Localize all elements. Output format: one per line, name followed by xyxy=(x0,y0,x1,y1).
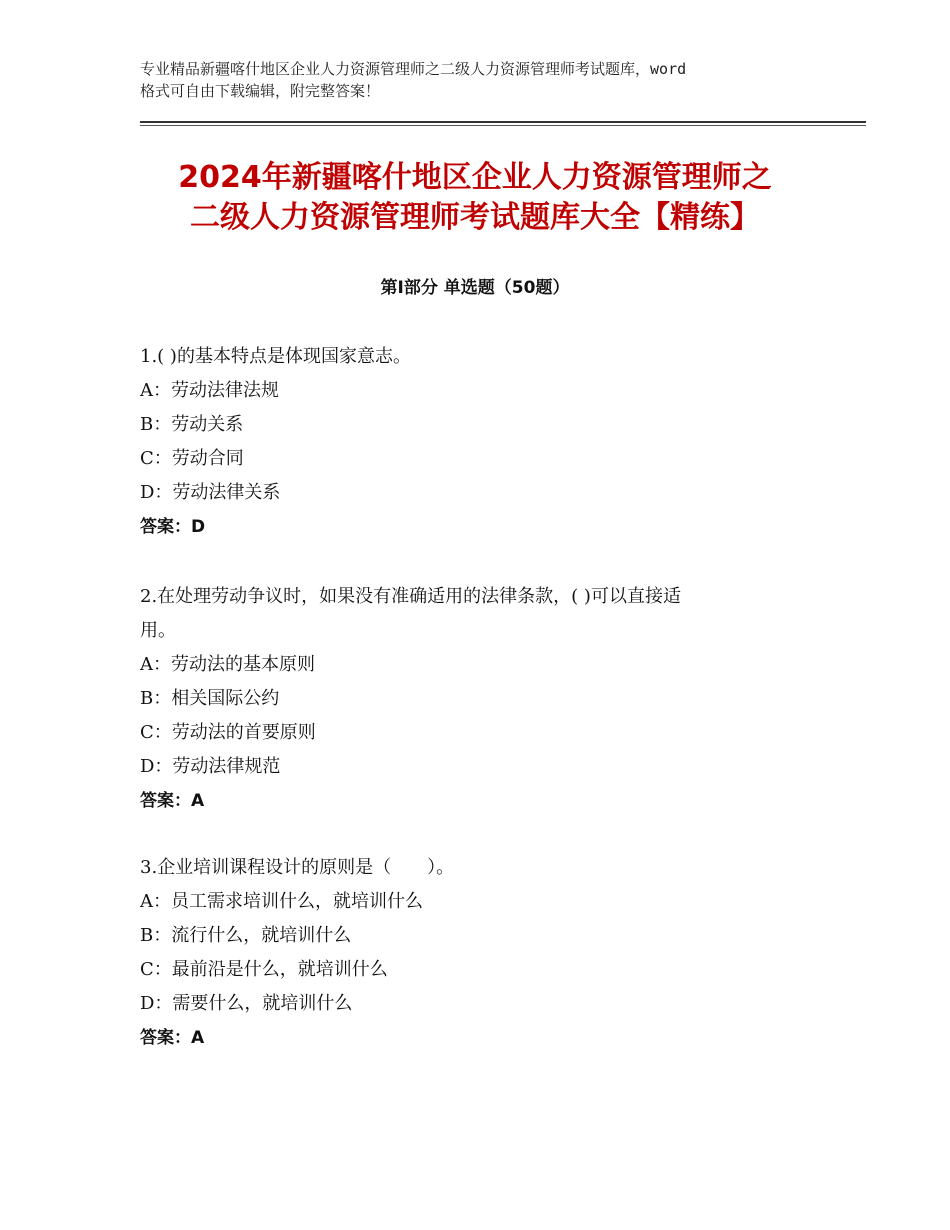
option-d: D：需要什么，就培训什么 xyxy=(140,993,353,1014)
option-d: D：劳动法律关系 xyxy=(140,482,281,503)
header-note-line: 格式可自由下载编辑，附完整答案！ xyxy=(140,82,381,100)
document-title xyxy=(140,158,810,238)
section-heading: 第Ⅰ部分 单选题（50题） xyxy=(380,278,570,298)
question-3 xyxy=(140,851,810,1055)
option-b: B：相关国际公约 xyxy=(140,688,280,709)
question-stem-line: 1.( )的基本特点是体现国家意志。 xyxy=(140,346,411,367)
option-c: C：劳动合同 xyxy=(140,448,244,469)
option-a: A：员工需求培训什么，就培训什么 xyxy=(140,891,423,912)
question-stem xyxy=(140,340,810,374)
header-note-line: 专业精品新疆喀什地区企业人力资源管理师之二级人力资源管理师考试题库，word xyxy=(140,60,687,78)
question-2 xyxy=(140,580,810,818)
header-divider-thin xyxy=(140,125,866,126)
option-b: B：流行什么，就培训什么 xyxy=(140,925,352,946)
option-b: B：劳动关系 xyxy=(140,414,244,435)
question-stem xyxy=(140,851,810,885)
answer-label: 答案：A xyxy=(140,1028,205,1048)
option-d: D：劳动法律规范 xyxy=(140,756,281,777)
answer-label: 答案：D xyxy=(140,517,206,537)
question-stem-line: 3.企业培训课程设计的原则是（ ）。 xyxy=(140,857,455,878)
option-a: A：劳动法律法规 xyxy=(140,380,279,401)
option-c: C：劳动法的首要原则 xyxy=(140,722,316,743)
answer-label: 答案：A xyxy=(140,791,205,811)
option-a: A：劳动法的基本原则 xyxy=(140,654,315,675)
question-stem-line: 用。 xyxy=(140,620,176,641)
header-note xyxy=(140,58,830,102)
document-title-line: 2024年新疆喀什地区企业人力资源管理师之 xyxy=(178,160,772,195)
question-1 xyxy=(140,340,810,544)
header-divider-thick xyxy=(140,121,866,123)
question-stem xyxy=(140,580,810,648)
document-title-line: 二级人力资源管理师考试题库大全【精练】 xyxy=(190,200,760,235)
option-c: C：最前沿是什么，就培训什么 xyxy=(140,959,388,980)
question-stem-line: 2.在处理劳动争议时，如果没有准确适用的法律条款，( )可以直接适 xyxy=(140,586,681,607)
